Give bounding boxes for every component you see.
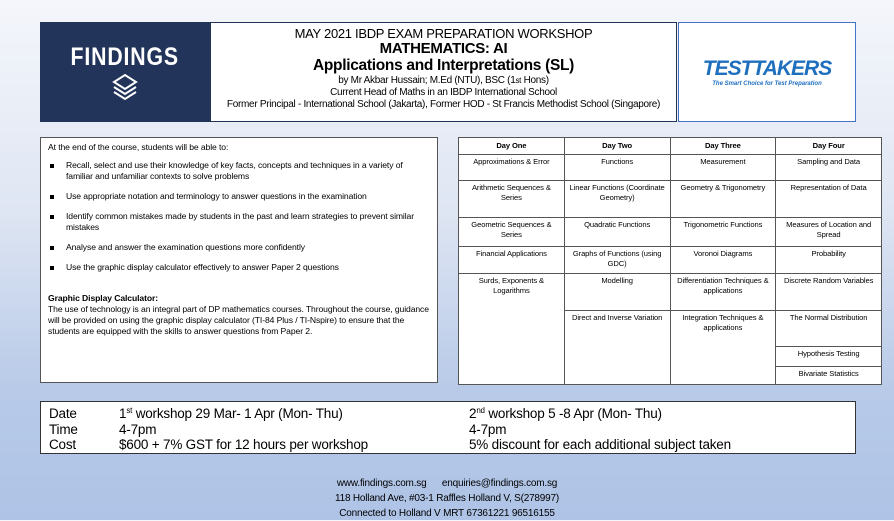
workshop2-time: 4-7pm <box>469 421 507 437</box>
w1-sup: st <box>126 406 133 415</box>
col-day-one: Day One <box>459 138 565 155</box>
table-cell: Direct and Inverse Variation <box>564 311 670 385</box>
w1-date-text: workshop 29 Mar- 1 Apr (Mon- Thu) <box>132 406 343 421</box>
tutor-history: Former Principal - International School (Jakarta), Former HOD - St Francis Methodist School (Singapore) <box>226 99 661 110</box>
table-row <box>459 274 882 311</box>
outcome-item: Identify common mistakes made by students in the past and learn strategies to prevent similar mistakes <box>48 211 430 233</box>
table-cell: Approximations & Error <box>459 155 565 181</box>
byline-sup: st <box>515 76 522 85</box>
testtakers-logo <box>678 22 856 122</box>
address: 118 Holland Ave, #03-1 Raffles Holland V, S(278997) <box>334 493 560 504</box>
table-cell: Surds, Exponents & Logarithms <box>459 274 565 385</box>
date-label: Date <box>49 406 77 421</box>
contact-numbers: Connected to Holland V MRT 67361221 96516155 <box>339 508 555 519</box>
table-cell: Quadratic Functions <box>564 218 670 247</box>
table-cell: Integration Techniques & applications <box>670 311 776 385</box>
table-cell: Measurement <box>670 155 776 181</box>
table-cell: Arithmetic Sequences & Series <box>459 181 565 218</box>
table-cell: Modelling <box>564 274 670 311</box>
byline-text: by Mr Akbar Hussain; M.Ed (NTU), BSC (1 <box>338 75 516 86</box>
col-day-two: Day Two <box>564 138 670 155</box>
workshop-header <box>210 22 677 122</box>
table-row <box>459 218 882 247</box>
table-header-row <box>459 138 882 155</box>
workshop-info-box <box>40 401 856 454</box>
gdc-text: The use of technology is an integral part of DP mathematics courses. Throughout the course, guidance will be provided on using the graphic display calculator (TI-84 Plus / TI-Nspire) to ensure that the students are equipped with the skills to answer questions from Paper 2. <box>48 304 429 336</box>
table-cell: Functions <box>564 155 670 181</box>
workshop1-date <box>119 406 469 422</box>
outcome-item: Recall, select and use their knowledge of key facts, concepts and techniques in a variety of familiar and unfamiliar contexts to solve problems <box>48 160 430 182</box>
table-cell: Bivariate Statistics <box>776 367 882 385</box>
outcome-item: Use appropriate notation and terminology to answer questions in the examination <box>48 191 430 202</box>
subject-title: MATHEMATICS: AI <box>379 40 508 57</box>
tutor-role: Current Head of Maths in an IBDP International School <box>330 87 557 98</box>
testtakers-tagline: The Smart Choice for Test Preparation <box>712 81 822 87</box>
table-cell: Geometric Sequences & Series <box>459 218 565 247</box>
outcome-item: Use the graphic display calculator effectively to answer Paper 2 questions <box>48 262 430 273</box>
outcomes-intro: At the end of the course, students will be able to: <box>48 142 229 152</box>
outcomes-list <box>48 160 430 273</box>
workshop2-date <box>469 406 662 422</box>
footer-contact <box>0 476 894 521</box>
w1-num: 1 <box>119 406 127 421</box>
web-email-line <box>0 476 894 491</box>
email-link[interactable]: enquiries@findings.com.sg <box>441 478 558 489</box>
workshop1-time: 4-7pm <box>119 421 157 437</box>
date-row <box>49 406 847 422</box>
table-cell: Geometry & Trigonometry <box>670 181 776 218</box>
cost-label: Cost <box>49 437 76 452</box>
schedule-table <box>458 137 882 385</box>
event-name: MAY 2021 IBDP EXAM PREPARATION WORKSHOP <box>294 26 593 41</box>
website-link[interactable]: www.findings.com.sg <box>336 478 427 489</box>
table-cell: Sampling and Data <box>776 155 882 181</box>
w2-sup: nd <box>476 406 485 415</box>
table-row <box>459 181 882 218</box>
col-day-three: Day Three <box>670 138 776 155</box>
table-cell: The Normal Distribution <box>776 311 882 347</box>
table-cell: Graphs of Functions (using GDC) <box>564 247 670 274</box>
book-stack-icon <box>110 72 140 102</box>
table-cell: Discrete Random Variables <box>776 274 882 311</box>
time-row <box>49 422 847 438</box>
cost-value: $600 + 7% GST for 12 hours per workshop <box>119 437 368 452</box>
findings-logo <box>40 22 210 122</box>
table-cell: Voronoi Diagrams <box>670 247 776 274</box>
cost-row <box>49 437 847 453</box>
findings-logo-text: FINDINGS <box>70 42 180 71</box>
gdc-title: Graphic Display Calculator: <box>48 293 159 303</box>
table-cell: Representation of Data <box>776 181 882 218</box>
table-cell: Hypothesis Testing <box>776 347 882 367</box>
byline-text-end: Hons) <box>521 75 549 86</box>
table-cell: Measures of Location and Spread <box>776 218 882 247</box>
w2-num: 2 <box>469 406 477 421</box>
tutor-byline <box>211 75 676 87</box>
w2-date-text: workshop 5 -8 Apr (Mon- Thu) <box>484 406 662 421</box>
table-cell: Differentiation Techniques & applications <box>670 274 776 311</box>
discount-text: 5% discount for each additional subject taken <box>469 437 731 452</box>
testtakers-logo-text: TESTTAKERS <box>702 57 832 80</box>
subject-subtitle: Applications and Interpretations (SL) <box>312 57 575 74</box>
table-cell: Financial Applications <box>459 247 565 274</box>
table-cell: Linear Functions (Coordinate Geometry) <box>564 181 670 218</box>
table-row <box>459 155 882 181</box>
outcome-item: Analyse and answer the examination questions more confidently <box>48 242 430 253</box>
table-cell: Trigonometric Functions <box>670 218 776 247</box>
table-cell: Probability <box>776 247 882 274</box>
table-row <box>459 247 882 274</box>
learning-outcomes-box <box>40 137 438 383</box>
col-day-four: Day Four <box>776 138 882 155</box>
time-label: Time <box>49 421 78 437</box>
